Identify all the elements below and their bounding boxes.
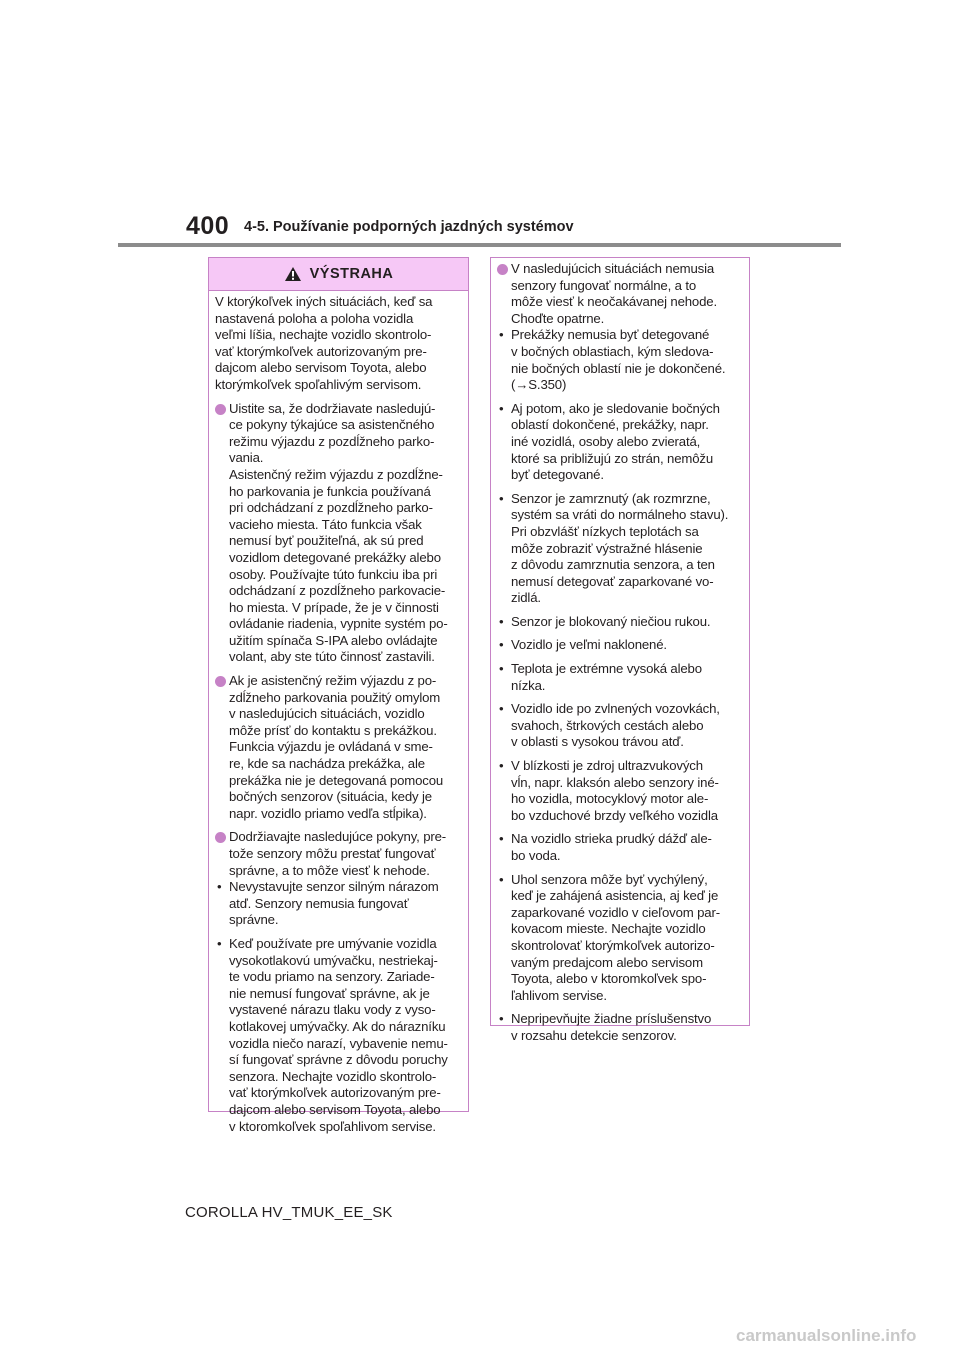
text-line: Prekážky nemusia byť detegované bbox=[511, 327, 710, 343]
text-line: Uistite sa, že dodržiavate nasledujú- bbox=[229, 400, 436, 416]
text-line: zdĺžneho parkovania použitý omylom bbox=[229, 689, 441, 705]
text-line: vystavené nárazu tlaku vody z vyso- bbox=[229, 1002, 436, 1018]
text-line: kovacom mieste. Nechajte vozidlo bbox=[511, 921, 706, 937]
text-line: volant, aby ste túto činnosť zastavili. bbox=[229, 649, 435, 665]
text-line: atď. Senzory nemusia fungovať bbox=[229, 895, 409, 911]
text-line: vacieho miesta. Táto funkcia však bbox=[229, 516, 422, 532]
text-line: skontrolovať ktorýmkoľvek autorizo- bbox=[511, 937, 715, 953]
pink-dot-icon bbox=[215, 676, 226, 687]
text-line: Asistenčný režim výjazdu z pozdĺžne- bbox=[229, 466, 443, 482]
pink-dot-icon bbox=[215, 404, 226, 415]
text-line: môže zobraziť výstražné hlásenie bbox=[511, 540, 703, 556]
bullet-icon: • bbox=[499, 661, 504, 677]
text-line: ovládanie riadenia, vypnite systém po- bbox=[229, 616, 448, 632]
text-line: kotlakovej umývačky. Ak do nárazníku bbox=[229, 1018, 446, 1034]
text-line: keď je zahájená asistencia, aj keď je bbox=[511, 888, 719, 904]
text-line: ho vozidla, motocyklový motor ale- bbox=[511, 791, 709, 807]
text-line: Funkcia výjazdu je ovládaná v sme- bbox=[229, 739, 433, 755]
bullet-icon: • bbox=[499, 637, 504, 653]
notice-point bbox=[497, 261, 745, 327]
text-line: nízka. bbox=[511, 677, 546, 693]
text-line: senzory fungovať normálne, a to bbox=[511, 277, 697, 293]
warning-header bbox=[209, 258, 468, 291]
text-line: napr. vozidlo priamo vedľa stĺpika). bbox=[229, 805, 427, 821]
notice-bullet bbox=[497, 401, 745, 484]
bullet-icon: • bbox=[499, 400, 504, 416]
text-line: vozidlom detegované prekážky alebo bbox=[229, 549, 441, 565]
text-line: veľmi líšia, nechajte vozidlo skontrolo- bbox=[215, 327, 432, 343]
text-line: oblastí dokončené, prekážky, napr. bbox=[511, 417, 709, 433]
text-line: nie bočných oblastí nie je dokončené. bbox=[511, 360, 726, 376]
text-line: režimu výjazdu z pozdĺžneho parko- bbox=[229, 433, 435, 449]
text-line: ce pokyny týkajúce sa asistenčného bbox=[229, 417, 435, 433]
warning-point bbox=[215, 673, 464, 822]
text-line: môže prísť do kontaktu s prekážkou. bbox=[229, 722, 437, 738]
header-rule bbox=[118, 243, 841, 247]
text-line: v bočných oblastiach, kým sledova- bbox=[511, 343, 714, 359]
text-line: v nasledujúcich situáciách, vozidlo bbox=[229, 706, 425, 722]
text-line: ho parkovania je funkcia používaná bbox=[229, 483, 431, 499]
notice-bullet bbox=[497, 614, 745, 631]
text-line: nastavená poloha a poloha vozidla bbox=[215, 310, 414, 326]
text-line: vĺn, napr. klaksón alebo senzory iné- bbox=[511, 774, 719, 790]
notice-bullet bbox=[497, 758, 745, 824]
warning-point bbox=[215, 401, 464, 667]
text-line: Teplota je extrémne vysoká alebo bbox=[511, 661, 702, 677]
text-line: vaným predajcom alebo servisom bbox=[511, 954, 703, 970]
section-title: 4-5. Používanie podporných jazdných systémov bbox=[244, 219, 574, 235]
text-line: Senzor je zamrznutý (ak rozmrzne, bbox=[511, 490, 711, 506]
pink-dot-icon bbox=[215, 832, 226, 843]
text-line: Nepripevňujte žiadne príslušenstvo bbox=[511, 1011, 712, 1027]
text-line: Dodržiavajte nasledujúce pokyny, pre- bbox=[229, 829, 447, 845]
text-line: v ktoromkoľvek spoľahlivom servise. bbox=[229, 1118, 436, 1134]
bullet-icon: • bbox=[499, 327, 504, 343]
text-line: Senzor je blokovaný niečiou rukou. bbox=[511, 613, 711, 629]
text-line: zaparkované vozidlo v cieľovom par- bbox=[511, 904, 720, 920]
text-line: nie nemusí fungovať správne, ak je bbox=[229, 985, 430, 1001]
text-line: ľahlivom servise. bbox=[511, 987, 607, 1003]
warning-intro bbox=[215, 294, 464, 394]
text-line: Aj potom, ako je sledovanie bočných bbox=[511, 400, 720, 416]
text-line: V blízkosti je zdroj ultrazvukových bbox=[511, 758, 703, 774]
text-line: nemusí detegovať zaparkované vo- bbox=[511, 573, 714, 589]
text-line: (→S.350) bbox=[511, 377, 567, 393]
bullet-icon: • bbox=[499, 613, 504, 629]
text-line: V nasledujúcich situáciách nemusia bbox=[511, 261, 715, 276]
text-line: v oblasti s vysokou trávou atď. bbox=[511, 734, 684, 750]
notice-bullet bbox=[497, 872, 745, 1005]
text-line: ktorýmkoľvek spoľahlivým servisom. bbox=[215, 376, 422, 392]
text-line: pri odchádzaní z pozdĺžneho parko- bbox=[229, 500, 433, 516]
bullet-icon: • bbox=[499, 758, 504, 774]
notice-bullet bbox=[497, 327, 745, 393]
text-line: Nevystavujte senzor silným nárazom bbox=[229, 879, 439, 895]
watermark: carmanualsonline.info bbox=[736, 1326, 917, 1345]
text-line: správne, a to môže viesť k nehode. bbox=[229, 862, 430, 878]
text-line: prekážka nie je detegovaná pomocou bbox=[229, 772, 444, 788]
text-line: senzora. Nechajte vozidlo skontrolo- bbox=[229, 1068, 437, 1084]
notice-bullet bbox=[497, 831, 745, 864]
notice-box bbox=[490, 257, 750, 1043]
warning-content bbox=[209, 291, 468, 1135]
text-line: bočných senzorov (situácia, kedy je bbox=[229, 789, 432, 805]
text-line: odchádzaní z pozdĺžneho parkovacie- bbox=[229, 583, 446, 599]
notice-bullet bbox=[497, 661, 745, 694]
text-line: môže viesť k neočakávanej nehode. bbox=[511, 294, 717, 310]
pink-dot-icon bbox=[497, 264, 508, 275]
text-line: užitím spínača S-IPA alebo ovládajte bbox=[229, 632, 438, 648]
bullet-icon: • bbox=[499, 490, 504, 506]
bullet-icon: • bbox=[499, 1011, 504, 1027]
text-line: te vodu priamo na senzory. Zariade- bbox=[229, 969, 435, 985]
text-line: nemusí byť použiteľná, ak sú pred bbox=[229, 533, 424, 549]
warning-box bbox=[208, 257, 469, 1134]
text-line: re, kde sa nachádza prekážka, ale bbox=[229, 756, 425, 772]
text-line: dajcom alebo servisom Toyota, alebo bbox=[229, 1101, 441, 1117]
text-line: vysokotlakovú umývačku, nestriekaj- bbox=[229, 952, 438, 968]
warning-bullet bbox=[215, 936, 464, 1135]
text-line: z dôvodu zamrznutia senzora, a ten bbox=[511, 557, 715, 573]
warning-title: VÝSTRAHA bbox=[309, 266, 394, 282]
text-line: systém sa vráti do normálneho stavu). bbox=[511, 507, 729, 523]
warning-bullet bbox=[215, 879, 464, 929]
text-line: ho miesta. V prípade, že je v činnosti bbox=[229, 599, 439, 615]
notice-bullet bbox=[497, 701, 745, 751]
notice-bullet bbox=[497, 491, 745, 607]
text-line: správne. bbox=[229, 912, 279, 928]
text-line: osoby. Používajte túto funkciu iba pri bbox=[229, 566, 438, 582]
text-line: Na vozidlo strieka prudký dážď ale- bbox=[511, 831, 712, 847]
text-line: vozidla niečo narazí, vybavenie nemu- bbox=[229, 1035, 448, 1051]
notice-content bbox=[491, 258, 749, 1045]
text-line: tože senzory môžu prestať fungovať bbox=[229, 846, 436, 861]
bullet-icon: • bbox=[499, 701, 504, 717]
text-line: zidlá. bbox=[511, 590, 541, 606]
text-line: Vozidlo je veľmi naklonené. bbox=[511, 637, 667, 653]
text-line: bo voda. bbox=[511, 848, 561, 863]
text-line: Keď používate pre umývanie vozidla bbox=[229, 935, 437, 951]
bullet-icon: • bbox=[217, 879, 222, 895]
text-line: vať ktorýmkoľvek autorizovaným pre- bbox=[215, 343, 427, 359]
text-line: Pri obzvlášť nízkych teplotách sa bbox=[511, 523, 699, 539]
text-line: Vozidlo ide po zvlnených vozovkách, bbox=[511, 701, 720, 717]
text-line: vať ktorýmkoľvek autorizovaným pre- bbox=[229, 1085, 441, 1101]
text-line: dajcom alebo servisom Toyota, alebo bbox=[215, 360, 427, 376]
notice-bullet bbox=[497, 637, 745, 654]
text-line: svahoch, štrkových cestách alebo bbox=[511, 717, 704, 733]
text-line: byť detegované. bbox=[511, 467, 604, 483]
warning-point bbox=[215, 829, 464, 879]
text-line: sí fungovať správne z dôvodu poruchy bbox=[229, 1052, 448, 1068]
text-line: vania. bbox=[229, 450, 264, 466]
text-line: ktoré sa približujú zo strán, nemôžu bbox=[511, 450, 714, 466]
bullet-icon: • bbox=[499, 871, 504, 887]
text-line: V ktorýkoľvek iných situáciách, keď sa bbox=[215, 294, 433, 309]
document-code: COROLLA HV_TMUK_EE_SK bbox=[185, 1204, 393, 1221]
bullet-icon: • bbox=[499, 831, 504, 847]
warning-triangle-icon bbox=[284, 266, 302, 282]
text-line: bo vzduchové brzdy veľkého vozidla bbox=[511, 807, 718, 823]
text-line: iné vozidlá, osoby alebo zvieratá, bbox=[511, 433, 701, 449]
text-line: Choďte opatrne. bbox=[511, 310, 605, 326]
text-line: Ak je asistenčný režim výjazdu z po- bbox=[229, 673, 437, 689]
notice-bullet bbox=[497, 1011, 745, 1044]
bullet-icon: • bbox=[217, 935, 222, 951]
page-number: 400 bbox=[186, 212, 230, 240]
text-line: Toyota, alebo v ktoromkoľvek spo- bbox=[511, 971, 707, 987]
text-line: v rozsahu detekcie senzorov. bbox=[511, 1027, 677, 1043]
text-line: Uhol senzora môže byť vychýlený, bbox=[511, 871, 708, 887]
